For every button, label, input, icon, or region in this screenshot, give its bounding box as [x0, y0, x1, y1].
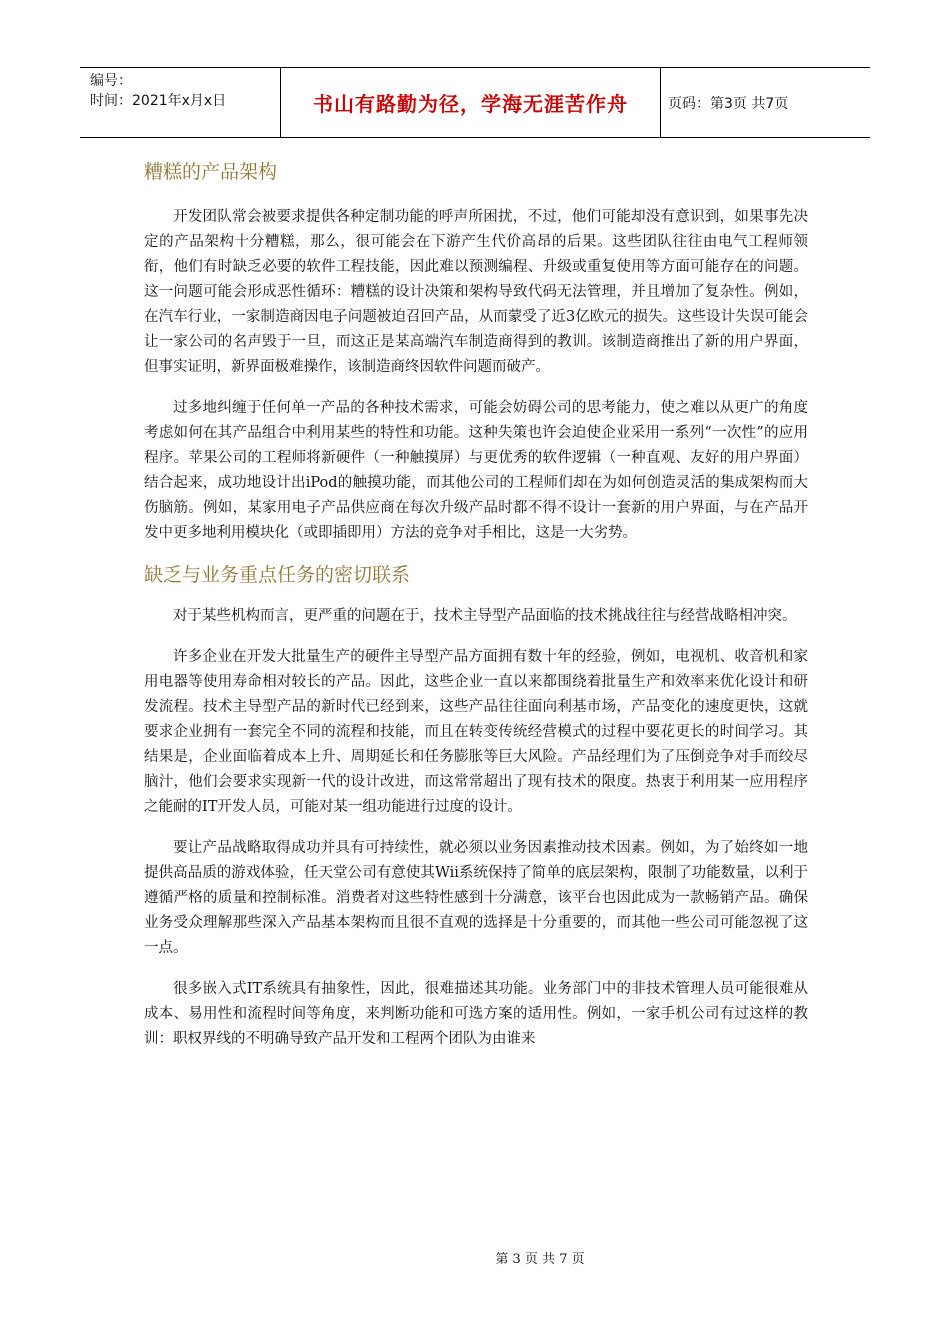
section-heading: 糟糕的产品架构 [144, 161, 278, 183]
header-motto: 书山有路勤为径，学海无涯苦作舟 [281, 68, 661, 137]
paragraph: 许多企业在开发大批量生产的硬件主导型产品方面拥有数十年的经验，例如，电视机、收音机和家用电器等使用寿命相对较长的产品。因此，这些企业一直以来都围绕着批量生产和效率来优化设计和研发流程。技术主导型产品的新时代已经到来，这些产品往往面向利基市场，产品变化的速度更快，这就要求企业拥有一套完全不同的流程和技能，而且在转变传统经营模式的过程中要花更长的时间学习。其结果是，企业面临着成本上升、周期延长和任务膨胀等巨大风险。产品经理们为了压倒竞争对手而绞尽脑汁，他们会要求实现新一代的设计改进，而这常常超出了现有技术的限度。热衷于利用某一应用程序之能耐的IT开发人员，可能对某一组功能进行过度的设计。 [144, 649, 808, 815]
paragraph: 要让产品战略取得成功并具有可持续性，就必须以业务因素推动技术因素。例如，为了始终如一地提供高品质的游戏体验，任天堂公司有意使其Wii系统保持了简单的底层架构，限制了功能数量，以利于遵循严格的质量和控制标准。消费者对这些特性感到十分满意，该平台也因此成为一款畅销产品。确保业务受众理解那些深入产品基本架构而且很不直观的选择是十分重要的，而其他一些公司可能忽视了这一点。 [144, 840, 808, 956]
time-label: 时间：2021年x月x日 [90, 93, 227, 109]
footer-page-number: 第 3 页 共 7 页 [495, 1252, 585, 1267]
header-meta [80, 68, 281, 137]
page-footer [0, 1248, 950, 1267]
serial-label: 编号： [90, 73, 132, 89]
page-header [80, 67, 870, 138]
paragraph: 过多地纠缠于任何单一产品的各种技术需求，可能会妨碍公司的思考能力，使之难以从更广的角度考虑如何在其产品组合中利用某些的特性和功能。这种失策也许会迫使企业采用一系列“一次性”的应用程序。苹果公司的工程师将新硬件（一种触摸屏）与更优秀的软件逻辑（一种直观、友好的用户界面）结合起来，成功地设计出iPod的触摸功能，而其他公司的工程师们却在为如何创造灵活的集成架构而大伤脑筋。例如，某家用电子产品供应商在每次升级产品时都不得不设计一套新的用户界面，与在产品开发中更多地利用模块化（或即插即用）方法的竞争对手相比，这是一大劣势。 [144, 400, 808, 541]
document-body [144, 150, 808, 1068]
paragraph: 开发团队常会被要求提供各种定制功能的呼声所困扰，不过，他们可能却没有意识到，如果事先决定的产品架构十分糟糕，那么，很可能会在下游产生代价高昂的后果。这些团队往往由电气工程师领衔，他们有时缺乏必要的软件工程技能，因此难以预测编程、升级或重复使用等方面可能存在的问题。这一问题可能会形成恶性循环：糟糕的设计决策和架构导致代码无法管理，并且增加了复杂性。例如，在汽车行业，一家制造商因电子问题被迫召回产品，从而蒙受了近3亿欧元的损失。这些设计失误可能会让一家公司的名声毁于一旦，而这正是某高端汽车制造商得到的教训。该制造商推出了新的用户界面，但事实证明，新界面极难操作，该制造商终因软件问题而破产。 [144, 209, 808, 375]
header-page-info: 页码：第3页 共7页 [668, 95, 789, 112]
paragraph: 很多嵌入式IT系统具有抽象性，因此，很难描述其功能。业务部门中的非技术管理人员可能很难从成本、易用性和流程时间等角度，来判断功能和可选方案的适用性。例如，一家手机公司有过这样的教训：职权界线的不明确导致产品开发和工程两个团队为由谁来 [144, 981, 808, 1047]
paragraph: 对于某些机构而言，更严重的问题在于，技术主导型产品面临的技术挑战往往与经营战略相冲突。 [173, 608, 797, 624]
section-heading: 缺乏与业务重点任务的密切联系 [144, 564, 411, 586]
